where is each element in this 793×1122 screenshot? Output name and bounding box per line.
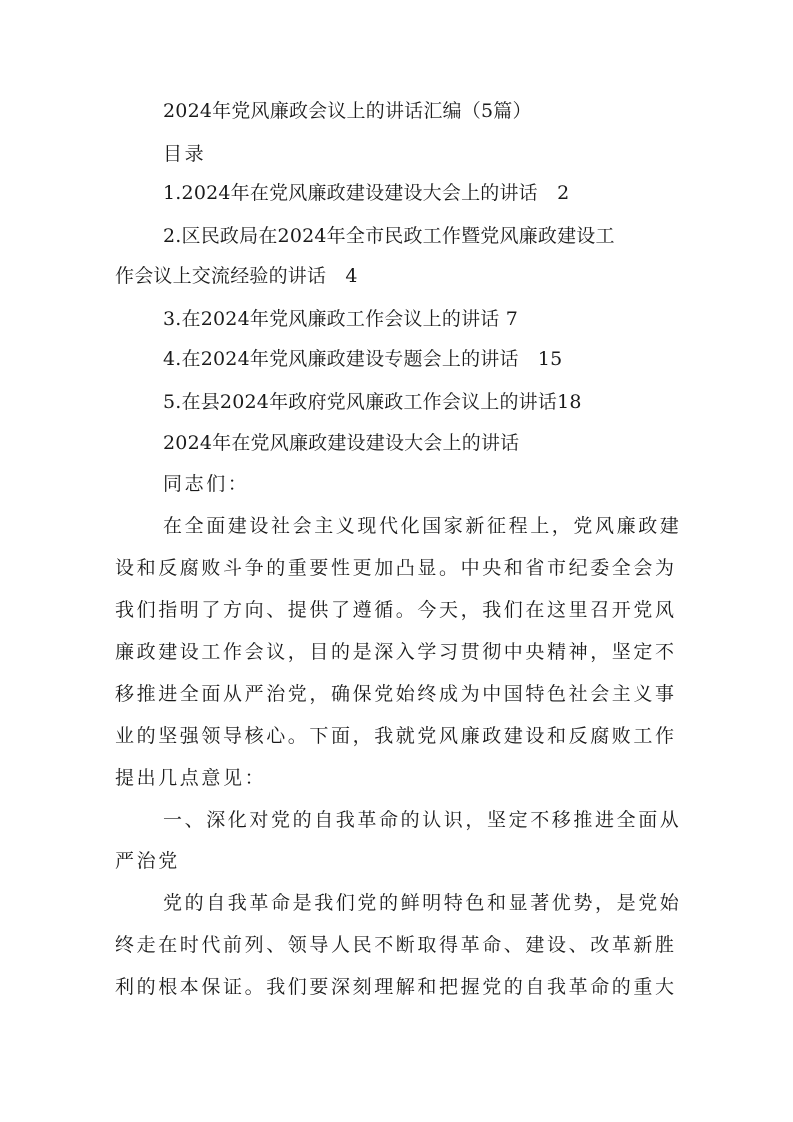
body-line-5: 移推进全面从严治党，确保党始终成为中国特色社会主义事 <box>115 683 677 705</box>
section-heading-1: 一、深化对党的自我革命的认识，坚定不移推进全面从 <box>163 809 682 831</box>
toc-entry-2-continued[interactable]: 作会议上交流经验的讲话 4 <box>115 265 358 287</box>
greeting: 同志们： <box>163 473 250 495</box>
body-line-3: 我们指明了方向、提供了遵循。今天，我们在这里召开党风 <box>115 599 677 621</box>
body-line-1: 在全面建设社会主义现代化国家新征程上，党风廉政建 <box>163 515 682 537</box>
body-line-2: 设和反腐败斗争的重要性更加凸显。中央和省市纪委全会为 <box>115 557 677 579</box>
toc-entry-4[interactable]: 4.在2024年党风廉政建设专题会上的讲话 15 <box>163 348 563 370</box>
toc-entry-3[interactable]: 3.在2024年党风廉政工作会议上的讲话 7 <box>163 308 519 330</box>
toc-entry-1[interactable]: 1.2024年在党风廉政建设建设大会上的讲话 2 <box>163 182 570 204</box>
toc-entry-2[interactable]: 2.区民政局在2024年全市民政工作暨党风廉政建设工 <box>163 225 615 247</box>
toc-entry-5[interactable]: 5.在县2024年政府党风廉政工作会议上的讲话18 <box>163 391 582 413</box>
body-line-4: 廉政建设工作会议，目的是深入学习贯彻中央精神，坚定不 <box>115 641 677 663</box>
section-heading-1-continued: 严治党 <box>115 850 180 872</box>
body-line-8: 党的自我革命是我们党的鲜明特色和显著优势，是党始 <box>163 892 682 914</box>
body-line-9: 终走在时代前列、领导人民不断取得革命、建设、改革新胜 <box>115 934 677 956</box>
toc-heading: 目录 <box>163 143 207 165</box>
body-line-10: 利的根本保证。我们要深刻理解和把握党的自我革命的重大 <box>115 976 677 998</box>
body-line-6: 业的坚强领导核心。下面，我就党风廉政建设和反腐败工作 <box>115 725 677 747</box>
body-line-7: 提出几点意见： <box>115 767 267 789</box>
document-title: 2024年党风廉政会议上的讲话汇编（5篇） <box>163 100 532 122</box>
speech-title: 2024年在党风廉政建设建设大会上的讲话 <box>163 432 520 454</box>
